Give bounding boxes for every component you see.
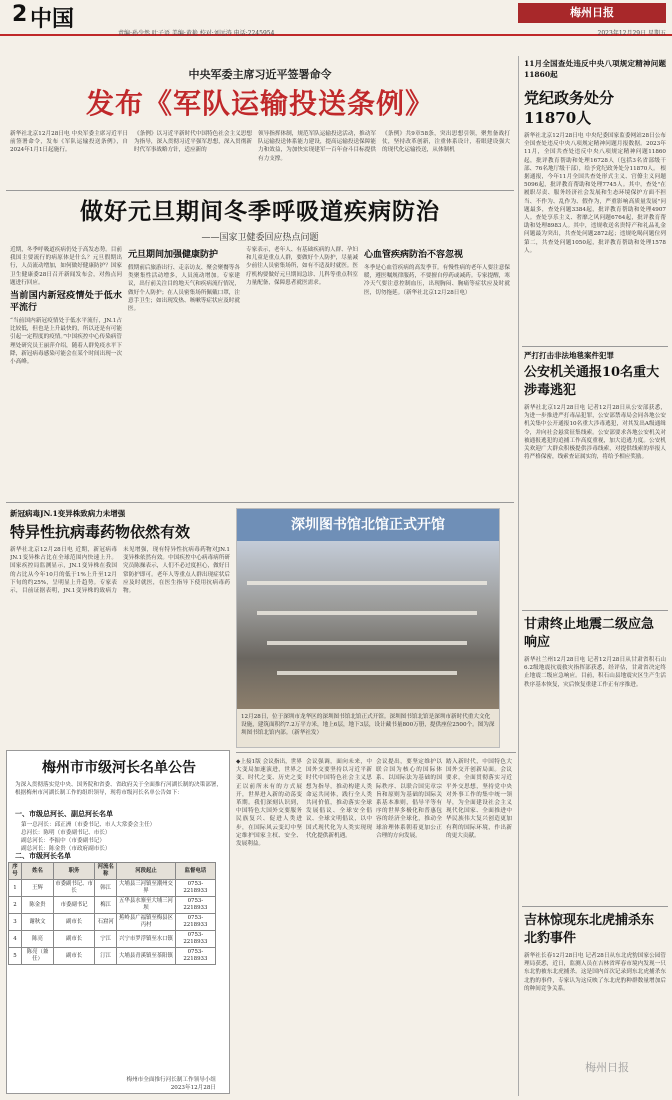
issue-date: 2023年12月29日 星期五 — [597, 30, 666, 37]
table-cell: 韩江 — [95, 880, 117, 897]
lead-col-4: 《条例》共9章58条，突出思想引领，聚焦备战打仗，坚持改革创新，注重体系设计，着眼建设强大的现代化运输投送，从体制机 — [382, 131, 510, 154]
sidebar-top-kicker: 11月全国查处违反中央八项规定精神问题11860起 — [524, 59, 666, 79]
list-item: 副总河长：陈金贵（市政府副市长） — [21, 846, 111, 852]
table-cell: 市委副书记 — [53, 897, 94, 914]
table-cell: 谢秋文 — [21, 914, 53, 931]
table-cell: 陈亮 — [21, 931, 53, 948]
lead-col-1: 新华社北京12月28日电 中央军委主席习近平日前签署命令，发布《军队运输投送条例》，自2024年1月1日起施行。 — [10, 131, 128, 154]
watermark: 梅州日报 — [585, 1061, 629, 1074]
divider — [236, 752, 516, 753]
notice-signature: 梅州市全面推行河长制工作领导小组 2023年12月28日 — [126, 1077, 216, 1091]
table-cell: 5 — [9, 948, 22, 965]
table-cell: 石窟河 — [95, 914, 117, 931]
notice-intro: 为深入贯彻落实党中央、国务院和省委、省政府关于全面推行河湖长制的决策部署，根据梅州市河湖长制工作的组织领导，现将市级河长名单公告如下： — [15, 782, 222, 796]
table-cell: 3 — [9, 914, 22, 931]
lead-headline: 发布《军队运输投送条例》 — [85, 87, 434, 120]
table-cell: 陈亮（兼任） — [21, 948, 53, 965]
sidebar-tiger-headline: 吉林惊现东北虎捕杀东北豹事件 — [524, 913, 655, 946]
library-photo — [237, 541, 499, 709]
col-header: 河段起止 — [117, 863, 176, 880]
table-cell: 0753-2218933 — [175, 897, 215, 914]
table-cell: 大埔县青溪镇至茶阳镇 — [117, 948, 176, 965]
feature-body-a: 近期，冬季呼吸道疾病仍处于高发态势。目前我国主要流行的病原体是什么？元旦假期出行，人员流动增加，如何做好健康防护？国家卫生健康委28日召开新闻发布会，对热点问题进行回应。 — [10, 247, 122, 286]
sidebar-quake-headline: 甘肃终止地震二级应急响应 — [524, 617, 655, 650]
page-number: 2 — [12, 2, 28, 27]
table-cell: 陈金贵 — [21, 897, 53, 914]
list-item: 总河长：陈明（市委副书记、市长） — [21, 830, 111, 836]
feature-subhead-a: 当前国内新冠疫情处于低水平流行 — [10, 291, 122, 314]
feature-col-2 — [128, 246, 240, 496]
table-cell: 1 — [9, 880, 22, 897]
table-cell: 副市长 — [53, 931, 94, 948]
masthead — [0, 0, 672, 36]
table-cell: 2 — [9, 897, 22, 914]
river-chief-table — [8, 862, 216, 965]
sidebar-top-headline: 党纪政务处分11870人 — [524, 89, 615, 127]
feature-col-4 — [364, 246, 510, 496]
editors-line: 责编:孙少然 叶子语 美编:黄艳 校对:刘远涛 电话:2245954 — [118, 30, 275, 37]
feature-subhead-c: 心血管疾病防治不容忽视 — [364, 250, 464, 260]
commentary-col-2: 会议强调，面向未来，中国外交要坚持以习近平新时代中国特色社会主义思想为指导，推动构建人类命运共同体，践行全人类共同价值，推动落实全球发展倡议、全球安全倡议、全球文明倡议，以中国式现代化为人类实现现代化提供新机遇。 — [306, 759, 372, 839]
feature-body-b: “当前国内新冠疫情处于低水平流行，JN.1占比较低，但也是上升最快的，所以还是有可能引起一定程度的疫情。”中国疾控中心传染病管理处研究员王丽萍介绍，随着人群免疫水平下降，新冠病毒感染可能会在某个时间出现一次小高峰。 — [10, 318, 122, 366]
divider — [522, 906, 668, 907]
lead-col-3: 领导指挥体制，规范军队运输投送活动，推动军队运输投送体系能力建设，提高运输投送保障能力和效益，为加快实现建军一百年奋斗目标提供有力支撑。 — [258, 131, 376, 162]
covid-kicker: 新冠病毒JN.1变异株致病力未增强 — [10, 509, 126, 518]
col-header: 序号 — [9, 863, 22, 880]
table-cell: 0753-2218933 — [175, 914, 215, 931]
table-cell: 宁江 — [95, 931, 117, 948]
col-header: 河流名称 — [95, 863, 117, 880]
feature-subhead-b: 元旦期间加强健康防护 — [128, 250, 219, 260]
table-row — [9, 897, 216, 914]
table-row — [9, 880, 216, 897]
newspaper-logo: 梅州日报 — [518, 3, 666, 23]
covid-body: 新华社北京12月28日电 近期，新冠病毒JN.1变异株占比在全球范围内快速上升。国家疾控局监测显示，JN.1变异株在我国的占比从今年10月的低于1%上升至12月下旬的约25%，呈明显上升趋势。专家表示，目前证据表明，JN.1变异株的致病力未见增强，现有特异性抗病毒药物对JN.1变异株依然有效。中国疾控中心病毒病所研究员陈操表示，人们不必过度担心，做好日常防护即可。老年人等重点人群出现症状后应及时就医，在医生指导下使用抗病毒药物。 — [10, 547, 230, 595]
table-cell: 副市长 — [53, 948, 94, 965]
table-cell: 4 — [9, 931, 22, 948]
col-header: 姓名 — [21, 863, 53, 880]
divider — [522, 610, 668, 611]
library-caption: 12月28日，位于深圳市龙华区的深圳图书馆北馆正式开馆。深圳图书馆北馆是深圳市新时代重大文化设施，建筑面积约7.2万平方米，地上6层，地下3层，设计藏书量800万册，提供座位2500个。图为深圳图书馆北馆内部。（新华社发） — [241, 714, 495, 736]
notice-title: 梅州市市级河长名单公告 — [42, 760, 196, 776]
col-header: 监督电话 — [175, 863, 215, 880]
table-row — [9, 914, 216, 931]
table-cell: 副市长 — [53, 914, 94, 931]
sidebar-quake-body: 新华社兰州12月28日电 记者12月28日从甘肃省积石山6.2级地震抗震救灾指挥部获悉，经评估，甘肃省决定终止地震二级应急响应。目前，积石山县地震灾区生产生活秩序基本恢复，灾后恢复重建工作正有序推进。 — [524, 657, 666, 688]
commentary-col-4: 踏入新时代，中国特色大国外交开创新局面。会议要求，全面贯彻落实习近平外交思想，坚持党中央对外事工作的集中统一领导，为全面建设社会主义现代化国家、全面推进中华民族伟大复兴创造更加有利的国际环境，作出新的更大贡献。 — [446, 759, 512, 839]
feature-col-3: 专家表示，老年人、有基础疾病的人群、孕妇和儿童是重点人群，要做好个人防护，尽量减少前往人员密集场所，如有不适及时就医。医疗机构要做好元旦期间急诊、儿科等重点科室力量配备，保障患者就医需求。 — [246, 247, 358, 286]
notice-section-1: 一、市级总河长、副总河长名单 — [15, 809, 113, 818]
commentary-col-3: 会议提出，要坚定维护以联合国为核心的国际体系、以国际法为基础的国际秩序、以联合国宪章宗旨和原则为基础的国际关系基本准则，倡导平等有序的世界多极化和普惠包容的经济全球化，推动全球治理体系朝着更加公正合理的方向发展。 — [376, 759, 442, 839]
feature-body-c: 假期前后旅游出行、走亲访友、聚会聚餐等各类聚集性活动增多，人员流动增加。专家建议，出行前关注目的地天气和疾病流行情况，做好个人防护；在人员密集场所佩戴口罩，注意手卫生；如出现发热、咳嗽等症状应及时就医。 — [128, 265, 240, 313]
section-name: 中国 — [30, 7, 75, 32]
feature-body-e: 冬季是心血管疾病的高发季节。有慢性病的老年人要注意保暖，遵医嘱规律服药，不要擅自停药或减药。专家提醒，寒冷天气要注意控制血压，出现胸闷、胸痛等症状应及时就医，切勿拖延。（新华社北京12月28日电） — [364, 265, 510, 296]
divider — [6, 502, 514, 503]
sidebar-mid-body: 新华社北京12月28日电 记者12月28日从公安部获悉，为进一步推进严打毒品犯罪，公安部禁毒局会同各地公安机关集中公开通报10名重大涉毒逃犯，对其发出A级通缉令，并向社会悬赏征集线索。公安部要求各地公安机关对被通报逃犯的追捕工作高度重视，加大追逃力度。公安机关欢迎广大群众积极提供涉毒线索，对提供线索的举报人将严格保密，线索查证属实的，将给予相应奖励。 — [524, 405, 666, 461]
list-item: 第一总河长：邱正洲（市委书记、市人大常委会主任） — [21, 822, 156, 828]
covid-headline: 特异性抗病毒药物依然有效 — [10, 523, 191, 541]
sidebar-mid-kicker: 严打打击非法地毯案件犯罪 — [524, 351, 614, 360]
feature-col-1 — [10, 246, 122, 496]
feature-headline: 做好元旦期间冬季呼吸道疾病防治 — [80, 198, 440, 225]
sidebar-tiger-body: 新华社长春12月28日电 记者28日从东北虎豹国家公园管理局获悉，近日，监测人员在吉林省珲春市境内发现一只东北豹被东北虎捕杀。这是国内首次记录到东北虎捕杀东北豹的事件，专家认为这反映了东北虎豹种群数量增加后的种间竞争关系。 — [524, 953, 666, 992]
lead-col-2: 《条例》以习近平新时代中国特色社会主义思想为指导，深入贯彻习近平强军思想，深入贯彻新时代军事战略方针，适应新的 — [134, 131, 252, 154]
column-divider — [518, 56, 519, 1096]
col-header: 职务 — [53, 863, 94, 880]
table-cell: 蕉岭县广福镇至梅县区丙村 — [117, 914, 176, 931]
table-cell: 王辉 — [21, 880, 53, 897]
table-header-row — [9, 863, 216, 880]
table-cell: 五华县水寨至大埔三河坝 — [117, 897, 176, 914]
notice-section-2: 二、市级河长名单 — [15, 851, 71, 860]
list-item: 副总河长：李振中（市委副书记） — [21, 838, 105, 844]
sidebar-top-body: 新华社北京12月28日电 中央纪委国家监委网站28日公布全国查处违反中央八项规定精神问题月报数据。2023年11月，全国共查处违反中央八项规定精神问题11860起，批评教育帮助和处理16728人（包括3名省部级干部、76名地厅级干部），给予党纪政务处分11870人。 根据通报，今年11月全国共查处形式主义、官僚主义问题5096起，批评教育帮助和处理7745人。其中，查处"在履职尽责、服务经济社会发展和生态环境保护方面不担当、不作为、乱作为、假作为，严重影响高质量发展"问题最多，查处问题3384起，批评教育帮助和处理4907人。查处享乐主义、奢靡之风问题6764起，批评教育帮助和处理8983人。其中，违规收送名贵特产和礼品礼金问题最为突出，共查处问题2872起；违规吃喝问题位列第二，共查处问题1050起，批评教育帮助和处理1578人。 — [524, 133, 666, 254]
table-cell: 0753-2218933 — [175, 948, 215, 965]
table-row — [9, 931, 216, 948]
table-cell: 0753-2218933 — [175, 931, 215, 948]
table-cell: 汀江 — [95, 948, 117, 965]
table-cell: 大埔县三河镇至潮州交界 — [117, 880, 176, 897]
table-cell: 市委副书记、市长 — [53, 880, 94, 897]
table-cell: 兴宁市罗浮镇至水口镇 — [117, 931, 176, 948]
commentary-col-1: ◆上接1版 会议指出，世界大变局加速演进，世界之变、时代之变、历史之变正以前所未有的方式展开，世界进入新的动荡变革期。我们深刻认识到，中国特色大国外交要服务民族复兴、促进人类进步，在国际风云变幻中坚定维护国家主权、安全、发展利益。 — [236, 759, 302, 848]
sidebar-mid-headline: 公安机关通报10名重大涉毒逃犯 — [524, 365, 660, 398]
table-cell: 0753-2218933 — [175, 880, 215, 897]
divider — [522, 346, 668, 347]
notice-list-1 — [21, 821, 221, 853]
library-title: 深圳图书馆北馆正式开馆 — [237, 509, 499, 541]
table-row — [9, 948, 216, 965]
library-photo-box — [236, 508, 500, 748]
table-cell: 梅江 — [95, 897, 117, 914]
lead-kicker: 中央军委主席习近平签署命令 — [188, 68, 332, 81]
divider — [6, 190, 514, 191]
feature-subtitle: ——国家卫健委回应热点问题 — [201, 233, 319, 243]
